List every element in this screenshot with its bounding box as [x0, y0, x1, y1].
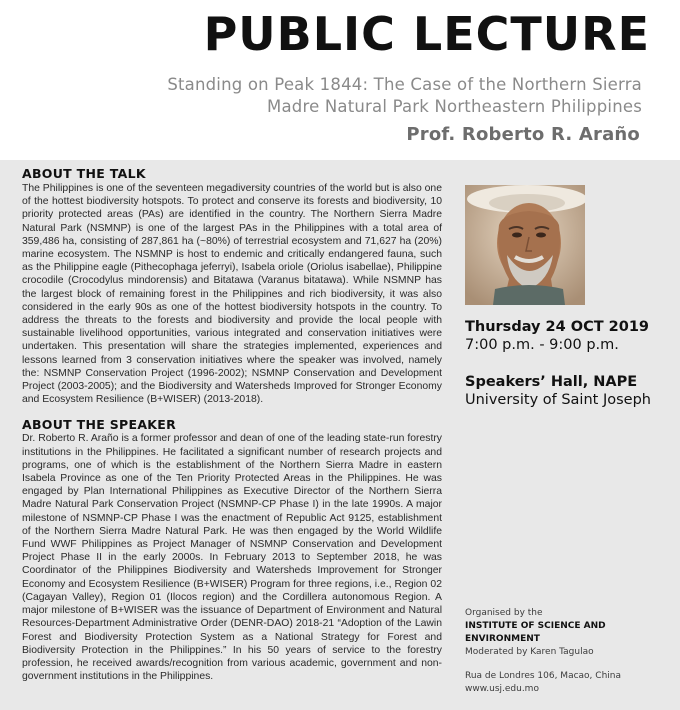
page-title: PUBLIC LECTURE — [203, 7, 650, 61]
subtitle-line-1: Standing on Peak 1844: The Case of the Northern Sierra — [167, 75, 642, 94]
moderator: Moderated by Karen Tagulao — [465, 647, 594, 657]
about-talk-heading: ABOUT THE TALK — [22, 166, 146, 181]
event-venue: Speakers’ Hall, NAPE — [465, 374, 638, 390]
speaker-photo — [465, 185, 585, 305]
event-venue-institution: University of Saint Joseph — [465, 392, 651, 408]
event-time: 7:00 p.m. - 9:00 p.m. — [465, 337, 619, 353]
about-talk-text: The Philippines is one of the seventeen megadiversity countries of the world but is also one of the hottest biodiversity hotspots. To protect and conserve its forests and biodiversity, 10 priority protected areas (PAs) are identified in the country. The Northern Sierra Madre Natural Park (NSMNP) is one of the largest PAs in the Philippines with a total area of 359,486 ha, consisting of 287,861 ha (~80%) of terrestrial ecosystem and 71,627 ha (20%) marine ecosystem. The NSMNP is host to endemic and critically endangered fauna, such as the Philippine eagle (Pithecophaga jeferryi), Isabela oriole (Oriolus isabellae), Philippine crocodile (Crocodylus mindorensis) and Bitatawa (Varanus bitatawa). While NSMNP has the largest block of remaining forest in the Philippines and rich biodiversity, it was also considered in the early 90s as one of the hottest biodiversity hotspots in the country. To address the threats to the forests and biodiversity and provide the local people with sustainable livelihood opportunities, various integrated and conservation initiatives were undertaken. This presentation will share the strategies implemented, experiences and lessons learned from 3 conservation initiatives where the speaker was involved, namely the: NSMNP Conservation Project (1996-2002); NSMNP Conservation and Development Project (2003-2005); and the Biodiversity and Watersheds Improved for Stronger Economy and Ecosystem Resilience (B+WISER) (2013-2018). — [22, 183, 442, 406]
event-date: Thursday 24 OCT 2019 — [465, 319, 650, 335]
about-speaker-section — [22, 417, 442, 683]
header — [0, 0, 680, 160]
speaker-name: Prof. Roberto R. Araño — [406, 124, 640, 145]
about-speaker-text: Dr. Roberto R. Araño is a former professor and dean of one of the leading state-run forestry institutions in the Philippines. He facilitated a significant number of research projects and programs, one of which is the establishment of the Northern Sierra Madre in eastern Isabela Province as one of the Ten Priority Protected Areas in the Philippines. He was engaged by Plan International Philippines as Executive Director of the Northern Sierra Madre Natural Park Conservation Project (NSMNP-CP Phase I) in the late 1990s. A major milestone of NSMNP-CP Phase I was the enactment of Republic Act 9125, establishment of the Northern Sierra Madre Natural Park. He was then engaged by the World Wildlife Fund WWF Philippines as Project Manager of NSMNP Conservation and Development Project Phase II in the early 2000s. In February 2013 to September 2018, he was Coordinator of the Philippines Biodiversity and Watersheds Improvement for Stronger Economy and Ecosystem Resilience (B+WISER) Program for three regions, i.e., Region 02 (Cagayan Valley), Region 01 (Ilocos region) and the Cordillera autonomous Region. A major milestone of B+WISER was the issuance of Department of Environment and Natural Resources-Department Administrative Order (DENR-DAO) 2018-21 “Adoption of the Lawin Forest and Biodiversity Protection System as a National Strategy for Forest and Biodiversity Protection in the Philippines.” In his 50 years of service to the forestry profession, he received awards/recognition from various academic, government and non-government institutions in the Philippines. — [22, 433, 442, 683]
organiser-name: INSTITUTE OF SCIENCE AND ENVIRONMENT — [465, 621, 606, 644]
left-column — [22, 166, 442, 683]
organiser-info — [465, 607, 675, 696]
organiser-website[interactable]: www.usj.edu.mo — [465, 684, 539, 694]
organiser-label: Organised by the — [465, 608, 543, 618]
event-details — [465, 318, 665, 409]
lecture-subtitle — [122, 74, 642, 118]
subtitle-line-2: Madre Natural Park Northeastern Philippines — [267, 97, 642, 116]
about-speaker-heading: ABOUT THE SPEAKER — [22, 417, 177, 433]
organiser-address: Rua de Londres 106, Macao, China — [465, 671, 621, 681]
